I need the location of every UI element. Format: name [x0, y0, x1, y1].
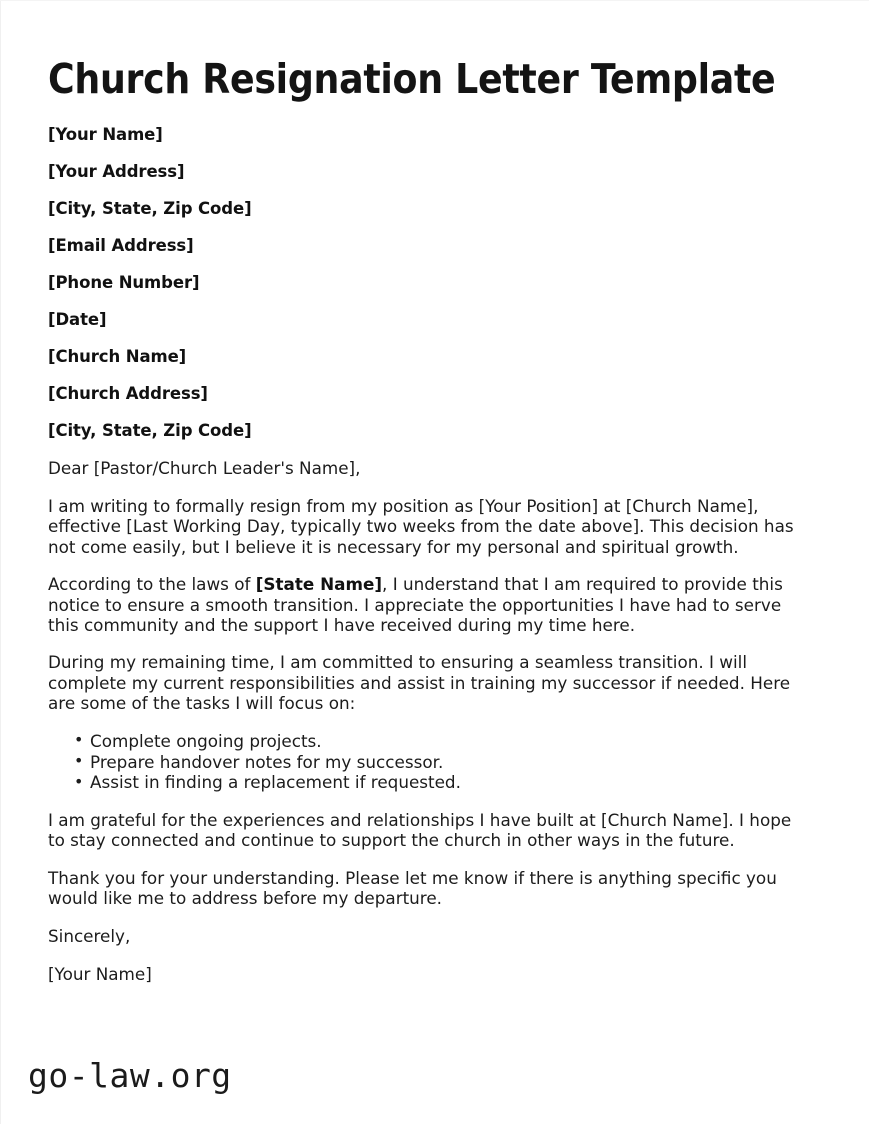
paragraph-state-law-prefix: According to the laws of [48, 574, 256, 595]
signature-name: [Your Name] [48, 963, 152, 984]
site-watermark: go-law.org [28, 1056, 232, 1095]
letterhead-line-email-address: [Email Address] [48, 236, 194, 255]
letterhead-line-date: [Date] [48, 310, 107, 329]
page-title: Church Resignation Letter Template [48, 55, 776, 103]
paragraph-transition-commitment: During my remaining time, I am committed to ensuring a seamless transition. I will complete my current responsibilities and assist in training my successor if needed. Here are some of the tasks I will focus on: [48, 652, 791, 714]
letterhead-line-phone-number: [Phone Number] [48, 273, 200, 292]
letter-body [48, 458, 802, 985]
paragraph-gratitude: I am grateful for the experiences and relationships I have built at [Church Name]. I hope to stay connected and continue to support the church in other ways in the future. [48, 809, 792, 851]
closing-salutation: Sincerely, [48, 925, 131, 946]
paragraph-state-law-notice [48, 574, 802, 635]
letterhead-line-your-address: [Your Address] [48, 162, 185, 181]
letterhead-line-church-name: [Church Name] [48, 347, 187, 366]
paragraph-closing-request: Thank you for your understanding. Please let me know if there is anything specific you would like me to address before my departure. [48, 867, 777, 909]
list-item: • Prepare handover notes for my successor. [48, 752, 802, 772]
salutation: Dear [Pastor/Church Leader's Name], [48, 458, 361, 478]
paragraph-state-law-suffix: , I understand that I am required to provide this notice to ensure a smooth transition. I appreciate the opportunities I have had to serve this community and the support I have received during my time here. [48, 574, 783, 636]
letterhead-line-church-city-state-zip: [City, State, Zip Code] [48, 421, 252, 440]
state-name-placeholder: [State Name] [255, 574, 383, 595]
letterhead-line-church-address: [Church Address] [48, 384, 208, 403]
letterhead-block [48, 125, 802, 441]
document-body [48, 0, 802, 1002]
list-item: • Assist in finding a replacement if requested. [48, 772, 802, 792]
task-list [48, 731, 802, 793]
letterhead-line-your-city-state-zip: [City, State, Zip Code] [48, 199, 252, 218]
page-left-edge [0, 0, 1, 1124]
letterhead-line-your-name: [Your Name] [48, 125, 163, 144]
paragraph-resignation-notice: I am writing to formally resign from my position as [Your Position] at [Church Name], effective [Last Working Day, typically two weeks from the date above]. This decision has not come easily, but I believe it is necessary for my personal and spiritual growth. [48, 496, 794, 557]
list-item: • Complete ongoing projects. [48, 731, 802, 751]
